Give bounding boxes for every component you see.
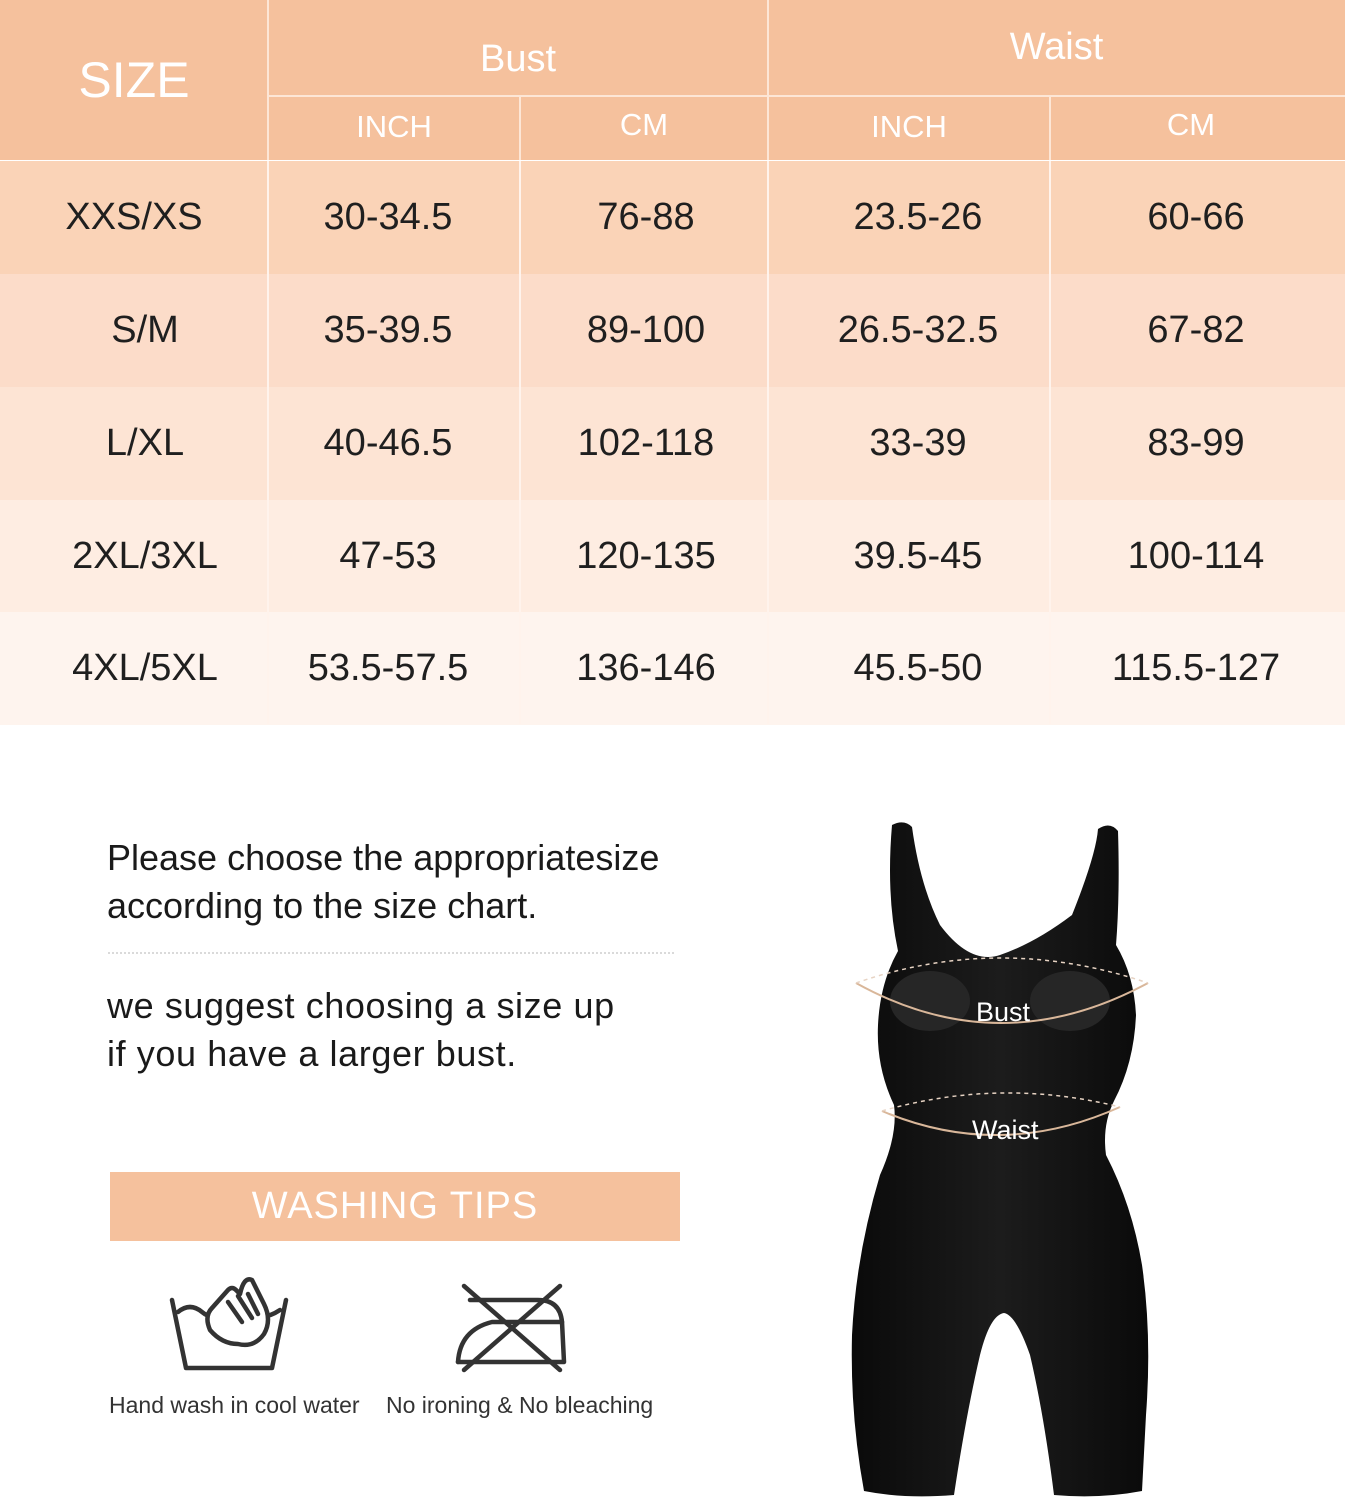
bust-inch-cell: 40-46.5 — [323, 422, 453, 464]
table-row — [0, 500, 1345, 613]
bodysuit-image — [820, 815, 1180, 1500]
no-ironing-icon — [454, 1282, 570, 1374]
size-cell: XXS/XS — [65, 196, 203, 238]
bust-inch-header: INCH — [356, 109, 432, 144]
bust-cm-cell: 76-88 — [597, 196, 695, 238]
advice-line: if you have a larger bust. — [107, 1033, 517, 1074]
size-column-header: SIZE — [78, 52, 190, 108]
bust-cm-header: CM — [619, 107, 669, 142]
bust-advice — [107, 982, 727, 1078]
waist-group-header: Waist — [1009, 25, 1104, 68]
waist-cm-cell: 60-66 — [1147, 196, 1245, 238]
header-divider — [268, 95, 1345, 97]
waist-inch-cell: 26.5-32.5 — [837, 309, 999, 351]
waist-cm-cell: 115.5-127 — [1111, 647, 1281, 689]
bust-cm-cell: 120-135 — [576, 535, 716, 577]
advice-divider — [108, 952, 674, 954]
no-ironing-caption: No ironing & No bleaching — [386, 1392, 654, 1418]
waist-inch-cell: 23.5-26 — [853, 196, 983, 238]
size-cell: S/M — [111, 309, 179, 351]
table-row — [0, 612, 1345, 725]
waist-cm-cell: 100-114 — [1127, 535, 1265, 577]
table-row — [0, 274, 1345, 387]
header-divider — [519, 96, 521, 160]
table-row — [0, 387, 1345, 500]
bust-cm-cell: 102-118 — [577, 422, 715, 464]
size-advice — [107, 834, 727, 930]
hand-wash-caption: Hand wash in cool water — [109, 1392, 360, 1418]
column-divider — [267, 161, 269, 724]
bust-inch-cell: 30-34.5 — [323, 196, 453, 238]
waist-label: Waist — [972, 1115, 1039, 1145]
header-divider — [267, 0, 269, 160]
hand-wash-icon — [168, 1272, 290, 1372]
size-cell: 4XL/5XL — [72, 647, 218, 689]
waist-inch-cell: 33-39 — [869, 422, 967, 464]
bust-inch-cell: 35-39.5 — [323, 309, 453, 351]
size-cell: L/XL — [105, 422, 185, 464]
bust-cm-cell: 89-100 — [586, 309, 706, 351]
advice-line: we suggest choosing a size up — [107, 985, 615, 1026]
size-cell: 2XL/3XL — [72, 535, 218, 577]
waist-cm-cell: 83-99 — [1147, 422, 1245, 464]
header-divider — [1049, 96, 1051, 160]
waist-inch-cell: 39.5-45 — [853, 535, 983, 577]
table-row — [0, 161, 1345, 274]
bodysuit-figure — [820, 815, 1180, 1500]
column-divider — [767, 161, 769, 724]
bust-cm-cell: 136-146 — [576, 647, 716, 689]
washing-tips-title: WASHING TIPS — [110, 1172, 680, 1241]
column-divider — [519, 161, 521, 724]
column-divider — [1049, 161, 1051, 724]
advice-line: according to the size chart. — [107, 885, 538, 926]
waist-cm-cell: 67-82 — [1147, 309, 1245, 351]
header-divider — [767, 0, 769, 160]
bust-inch-cell: 53.5-57.5 — [307, 647, 469, 689]
bust-label: Bust — [976, 997, 1031, 1027]
bust-group-header: Bust — [479, 37, 557, 80]
waist-cm-header: CM — [1166, 107, 1216, 142]
size-chart-table — [0, 0, 1345, 724]
bust-inch-cell: 47-53 — [339, 535, 437, 577]
advice-line: Please choose the appropriatesize — [107, 837, 660, 878]
waist-inch-cell: 45.5-50 — [853, 647, 983, 689]
waist-inch-header: INCH — [871, 109, 947, 144]
